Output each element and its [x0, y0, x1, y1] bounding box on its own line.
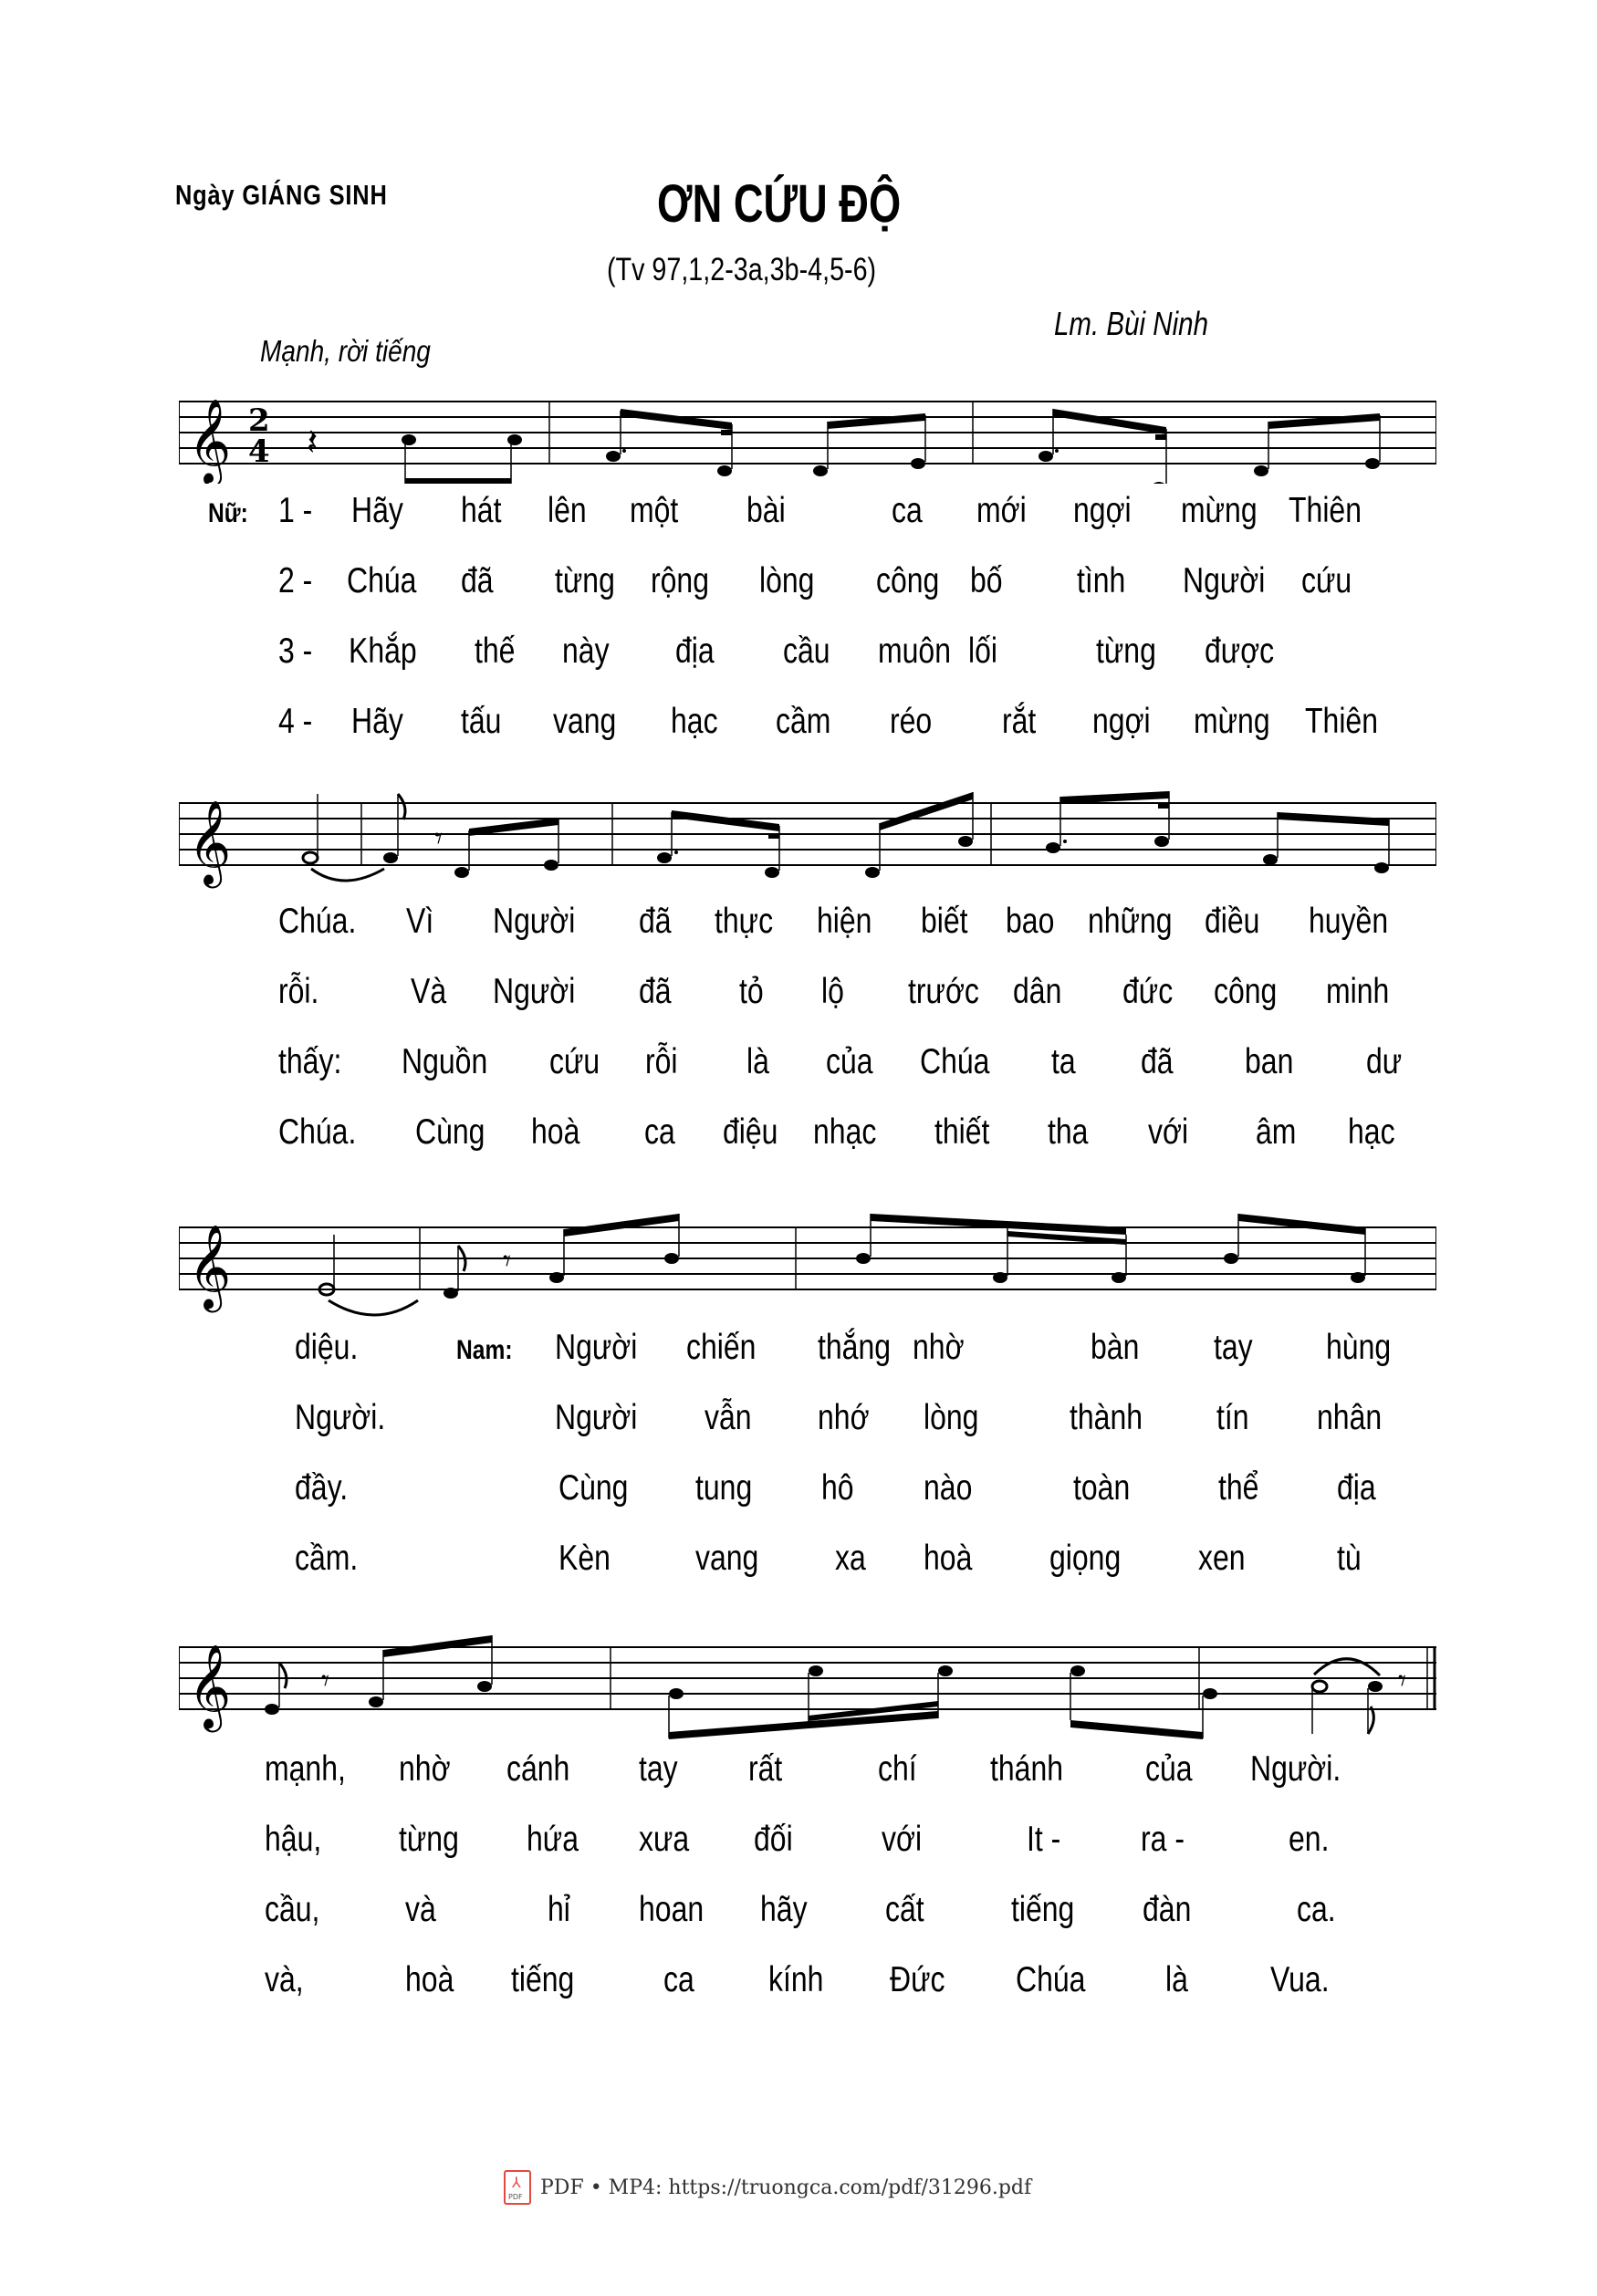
footer-url-text[interactable]: PDF • MP4: https://truongca.com/pdf/31296.pdf — [540, 2176, 1032, 2199]
treble-clef-icon: 𝄞 — [188, 398, 232, 483]
lyric-line-stanza-1: Nữ: 1 - Hãy hát lên một bài ca mới ngợi mừng Thiên — [208, 491, 1362, 530]
lyric-line-stanza-2: Người. Người vẫn nhớ lòng thành tín nhân — [295, 1398, 1383, 1437]
svg-text:𝄾: 𝄾 — [1398, 1663, 1407, 1699]
footer-link[interactable] — [504, 2170, 1031, 2205]
composer-name: Lm. Bùi Ninh — [1054, 305, 1208, 342]
psalm-reference: (Tv 97,1,2-3a,3b-4,5-6) — [607, 252, 877, 287]
staff-system-4 — [179, 1624, 1436, 1743]
svg-text:𝄾: 𝄾 — [434, 820, 444, 857]
lyric-line-stanza-2: rỗi. Và Người đã tỏ lộ trước dân đức công minh — [278, 972, 1390, 1011]
svg-text:𝄽: 𝄽 — [307, 422, 318, 464]
lyric-line-stanza-4: Chúa. Cùng hoà ca điệu nhạc thiết tha với âm hạc — [278, 1112, 1395, 1152]
voice-label-women: Nữ: — [208, 498, 248, 528]
svg-text:𝄾: 𝄾 — [503, 1243, 512, 1279]
voice-label-men: Nam: — [456, 1335, 513, 1365]
tempo-marking: Mạnh, rời tiếng — [260, 334, 431, 368]
occasion-label: Ngày GIÁNG SINH — [175, 179, 388, 211]
lyric-line-stanza-3: đầy. Cùng tung hô nào toàn thể địa — [295, 1468, 1376, 1508]
staff-system-1 — [179, 383, 1436, 484]
song-title: ƠN CỨU ĐỘ — [657, 174, 902, 234]
svg-text:4: 4 — [248, 433, 270, 470]
pdf-file-icon: ⅄ PDF — [504, 2170, 531, 2205]
treble-clef-icon: 𝄞 — [188, 799, 232, 884]
lyric-line-stanza-1: Chúa. Vì Người đã thực hiện biết bao những điều huyền — [278, 902, 1389, 941]
lyric-line-stanza-4: cầm. Kèn vang xa hoà giọng xen tù — [295, 1539, 1362, 1578]
lyric-line-stanza-1: diệu. Nam: Người chiến thắng nhờ bàn tay hùng — [295, 1328, 1392, 1367]
lyric-line-stanza-2: 2 - Chúa đã từng rộng lòng công bố tình Người cứu — [278, 561, 1352, 600]
treble-clef-icon: 𝄞 — [188, 1224, 232, 1309]
svg-text:2: 2 — [248, 402, 270, 439]
lyric-line-stanza-1: mạnh, nhờ cánh tay rất chí thánh của Người. — [265, 1749, 1341, 1789]
lyric-line-stanza-4: 4 - Hãy tấu vang hạc cầm réo rắt ngợi mừng Thiên — [278, 702, 1379, 741]
lyric-line-stanza-3: 3 - Khắp thế này địa cầu muôn lối từng được — [278, 631, 1275, 671]
staff-system-2 — [179, 785, 1436, 894]
staff-system-3 — [179, 1209, 1436, 1319]
treble-clef-icon: 𝄞 — [188, 1644, 232, 1728]
svg-text:𝄾: 𝄾 — [321, 1663, 330, 1699]
lyric-line-stanza-3: cầu, và hỉ hoan hãy cất tiếng đàn ca. — [265, 1890, 1336, 1929]
lyric-line-stanza-4: và, hoà tiếng ca kính Đức Chúa là Vua. — [265, 1960, 1330, 1999]
lyric-line-stanza-3: thấy: Nguồn cứu rỗi là của Chúa ta đã ban dư — [278, 1042, 1403, 1081]
lyric-line-stanza-2: hậu, từng hứa xưa đối với It - ra - en. — [265, 1820, 1330, 1859]
